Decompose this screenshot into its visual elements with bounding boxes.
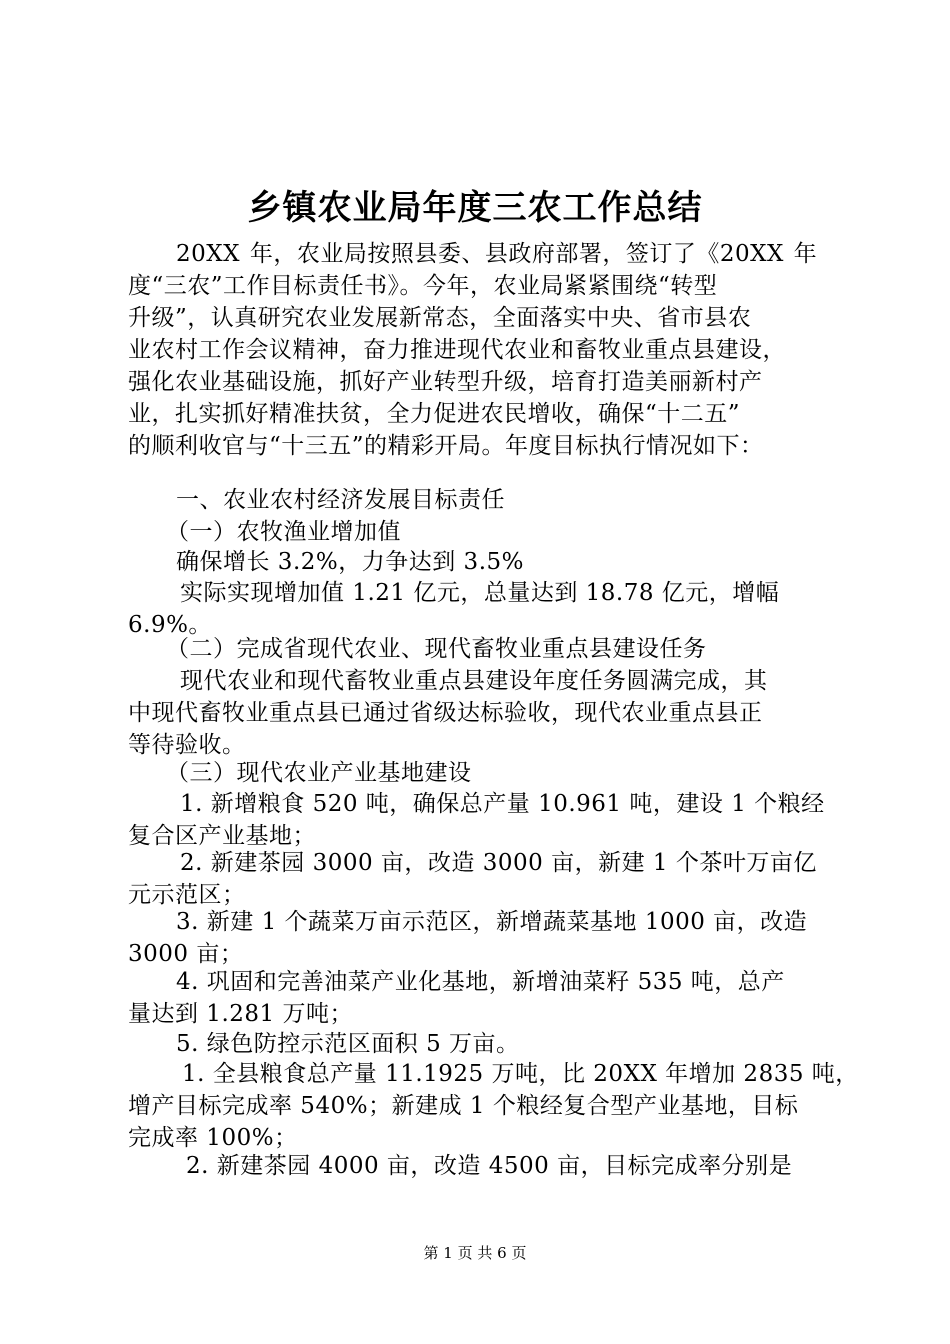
paragraph-line: 6.9%。 — [128, 612, 212, 638]
paragraph-line: 中现代畜牧业重点县已通过省级达标验收，现代农业重点县正 — [128, 700, 763, 726]
list-item-line: 4. 巩固和完善油菜产业化基地，新增油菜籽 535 吨，总产 — [176, 969, 785, 995]
list-item-line: 元示范区； — [128, 882, 246, 908]
list-item-line: 5. 绿色防控示范区面积 5 万亩。 — [176, 1031, 520, 1057]
subsection-heading: （一）农牧渔业增加值 — [166, 519, 401, 545]
paragraph-line: 等待验收。 — [128, 732, 246, 758]
list-item-line: 1. 新增粮食 520 吨，确保总产量 10.961 吨，建设 1 个粮经 — [180, 791, 825, 817]
list-item-line: 复合区产业基地； — [128, 823, 316, 849]
paragraph-line: 业，扎实抓好精准扶贫，全力促进农民增收，确保“十二五” — [128, 401, 741, 427]
paragraph-line: 业农村工作会议精神，奋力推进现代农业和畜牧业重点县建设， — [128, 337, 786, 363]
subsection-heading: （三）现代农业产业基地建设 — [166, 760, 472, 786]
list-item-line: 量达到 1.281 万吨； — [128, 1001, 353, 1027]
paragraph-line: 20XX 年，农业局按照县委、县政府部署，签订了《20XX 年 — [176, 241, 818, 267]
paragraph-line: 的顺利收官与“十三五”的精彩开局。年度目标执行情况如下： — [128, 433, 764, 459]
list-item-line: 完成率 100%； — [128, 1125, 298, 1151]
subsection-heading: （二）完成省现代农业、现代畜牧业重点县建设任务 — [166, 636, 707, 662]
page-number-footer: 第 1 页 共 6 页 — [423, 1244, 527, 1262]
section-heading: 一、农业农村经济发展目标责任 — [176, 487, 505, 513]
list-item-line: 3. 新建 1 个蔬菜万亩示范区，新增蔬菜基地 1000 亩，改造 — [176, 909, 808, 935]
list-item-line: 1. 全县粮食总产量 11.1925 万吨，比 20XX 年增加 2835 吨， — [182, 1061, 859, 1087]
paragraph-line: 度“三农”工作目标责任书》。今年，农业局紧紧围绕“转型 — [128, 273, 718, 299]
list-item-line: 2. 新建茶园 4000 亩，改造 4500 亩，目标完成率分别是 — [186, 1153, 793, 1179]
list-item-line: 3000 亩； — [128, 941, 244, 967]
paragraph-line: 实际实现增加值 1.21 亿元，总量达到 18.78 亿元，增幅 — [180, 580, 780, 606]
paragraph-line: 升级”，认真研究农业发展新常态，全面落实中央、省市县农 — [128, 305, 752, 331]
paragraph-line: 强化农业基础设施，抓好产业转型升级，培育打造美丽新村产 — [128, 369, 763, 395]
list-item-line: 增产目标完成率 540%；新建成 1 个粮经复合型产业基地，目标 — [128, 1093, 799, 1119]
document-title: 乡镇农业局年度三农工作总结 — [247, 188, 703, 228]
list-item-line: 2. 新建茶园 3000 亩，改造 3000 亩，新建 1 个茶叶万亩亿 — [180, 850, 817, 876]
paragraph-line: 现代农业和现代畜牧业重点县建设年度任务圆满完成，其 — [180, 668, 768, 694]
paragraph-line: 确保增长 3.2%，力争达到 3.5% — [176, 549, 524, 575]
